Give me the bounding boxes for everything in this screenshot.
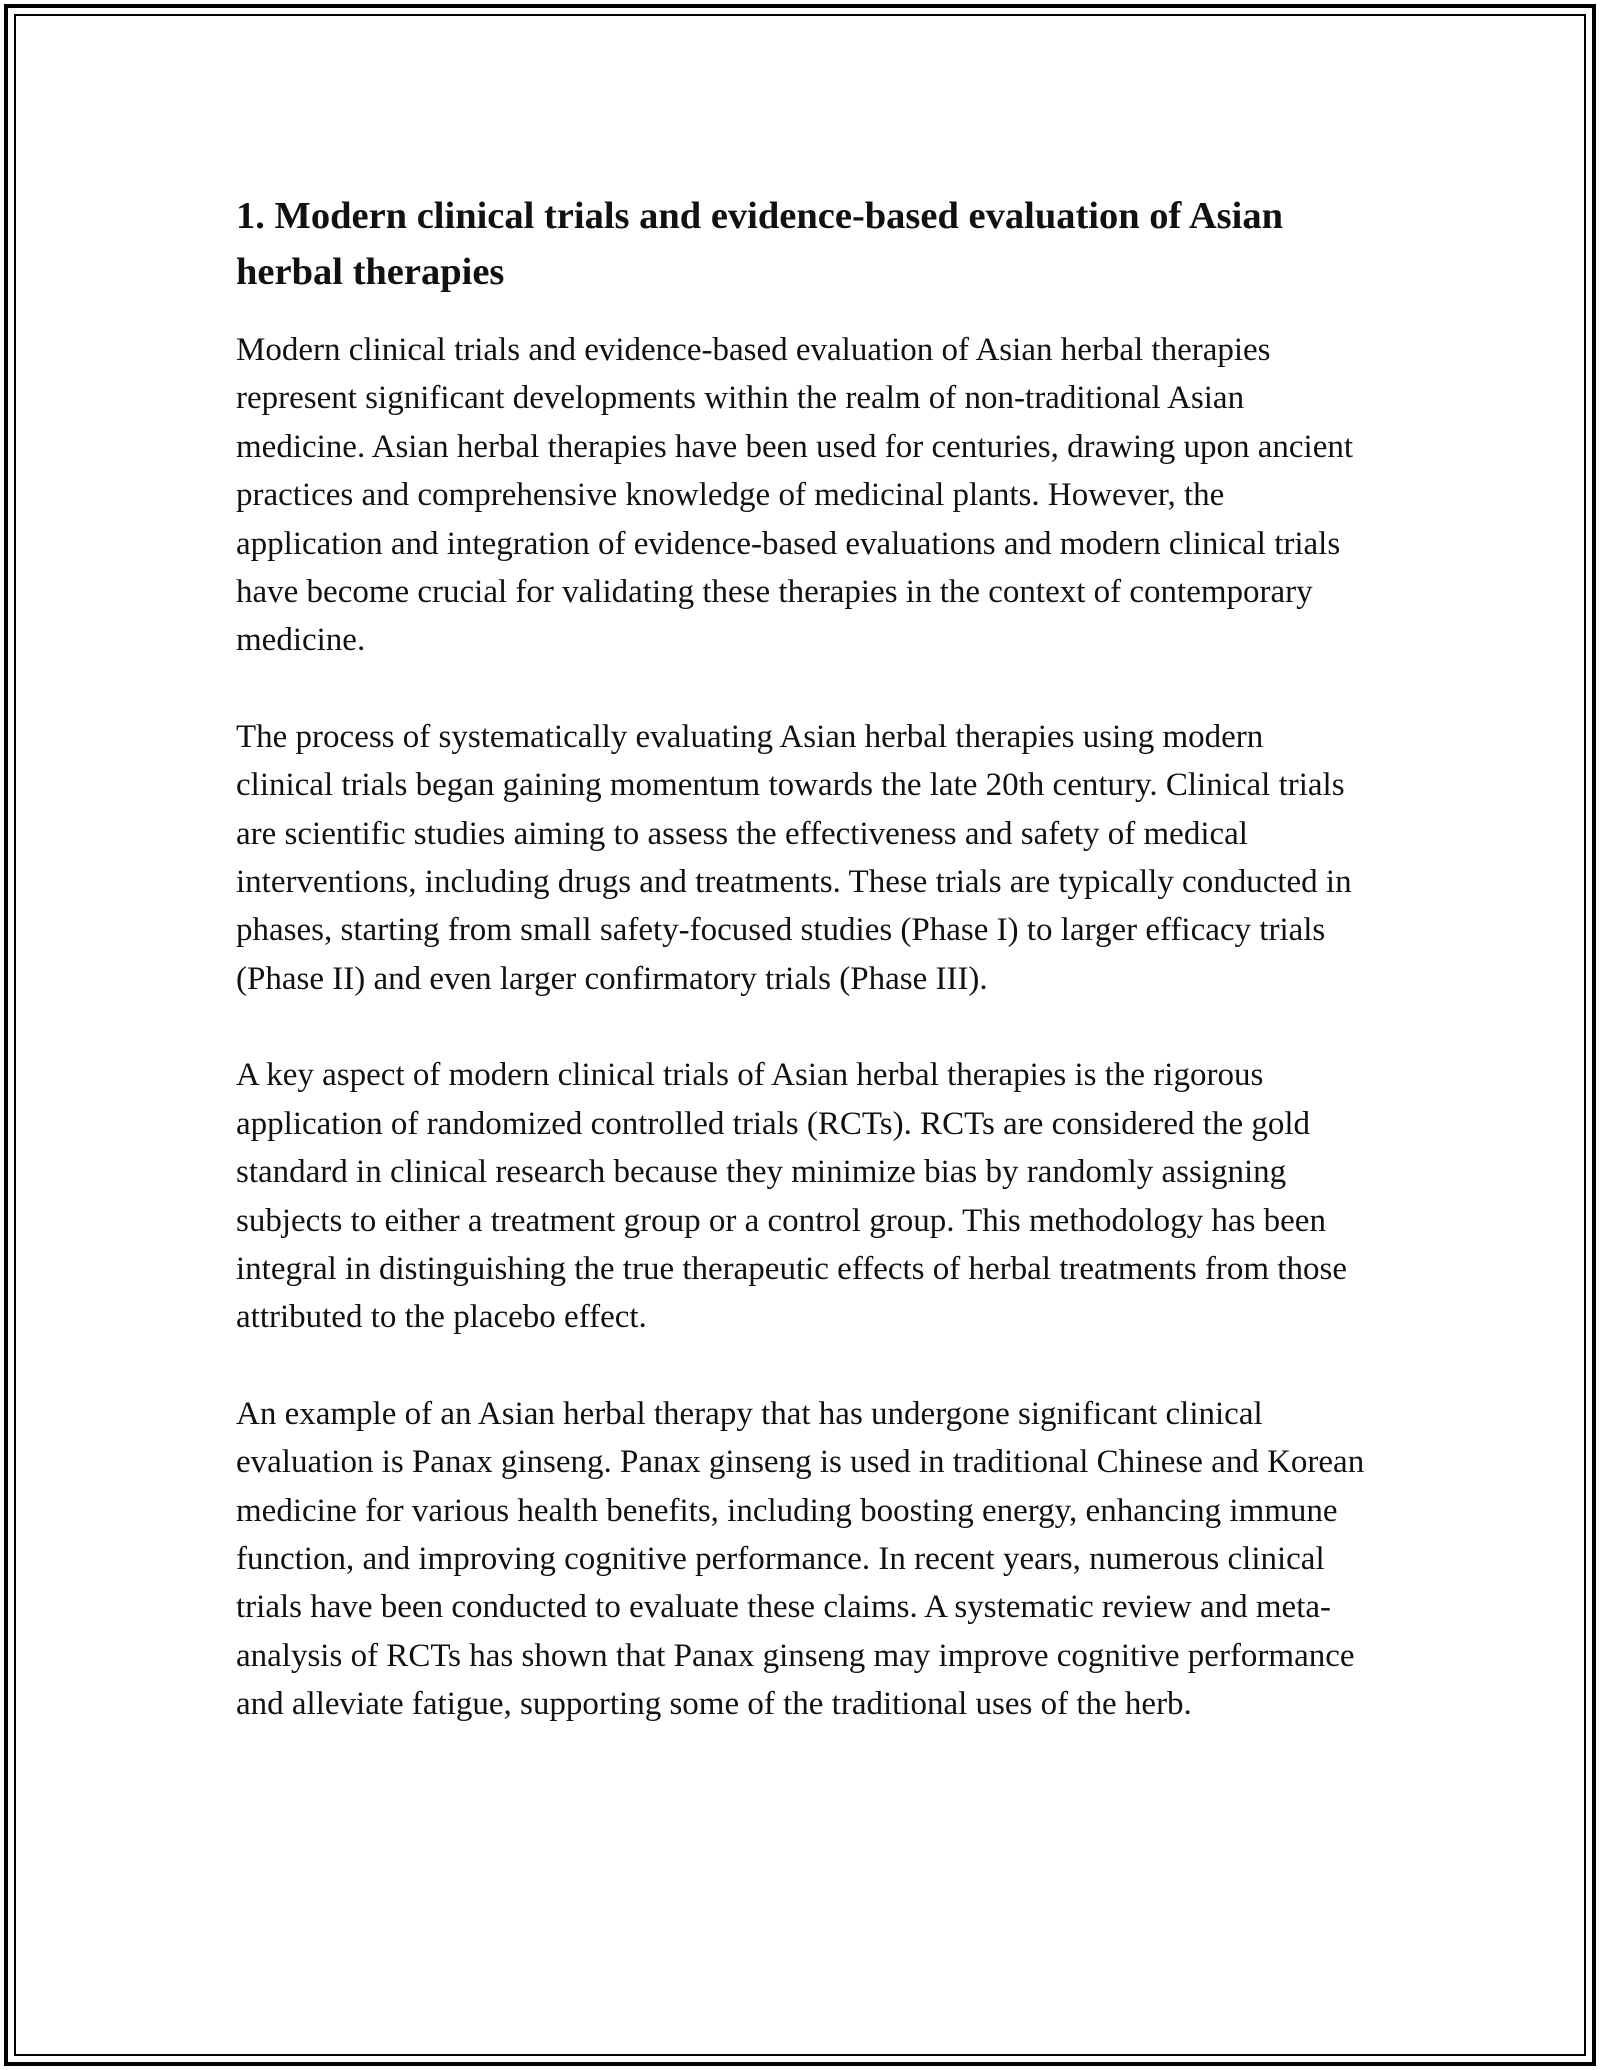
section-heading: 1. Modern clinical trials and evidence-based evaluation of Asian herbal therapies [236, 195, 1284, 293]
paragraph-4: An example of an Asian herbal therapy that has undergone significant clinical evaluation is Panax ginseng. Panax ginseng is used in traditional Chinese and Korean medicine for various health benefits, including boosting energy, enhancing immune function, and improving cognitive performance. In recent years, numerous clinical trials have been conducted to evaluate these claims. A systematic review and meta-analysis of RCTs has shown that Panax ginseng may improve cognitive performance and alleviate fatigue, supporting some of the traditional uses of the herb. [236, 1395, 1365, 1723]
paragraph-1: Modern clinical trials and evidence-based evaluation of Asian herbal therapies represent significant developments within the realm of non-traditional Asian medicine. Asian herbal therapies have been used for centuries, drawing upon ancient practices and comprehensive knowledge of medicinal plants. However, the application and integration of evidence-based evaluations and modern clinical trials have become crucial for validating these therapies in the context of contemporary medicine. [236, 332, 1354, 659]
paragraph-2: The process of systematically evaluating Asian herbal therapies using modern clinical trials began gaining momentum towards the late 20th century. Clinical trials are scientific studies aiming to assess the effectiveness and safety of medical interventions, including drugs and treatments. These trials are typically conducted in phases, starting from small safety-focused studies (Phase I) to larger efficacy trials (Phase II) and even larger confirmatory trials (Phase III). [236, 718, 1352, 997]
paragraph-3: A key aspect of modern clinical trials of Asian herbal therapies is the rigorous application of randomized controlled trials (RCTs). RCTs are considered the gold standard in clinical research because they minimize bias by randomly assigning subjects to either a treatment group or a control group. This methodology has been integral in distinguishing the true therapeutic effects of herbal treatments from those attributed to the placebo effect. [236, 1057, 1347, 1336]
document-body [236, 188, 1366, 1777]
